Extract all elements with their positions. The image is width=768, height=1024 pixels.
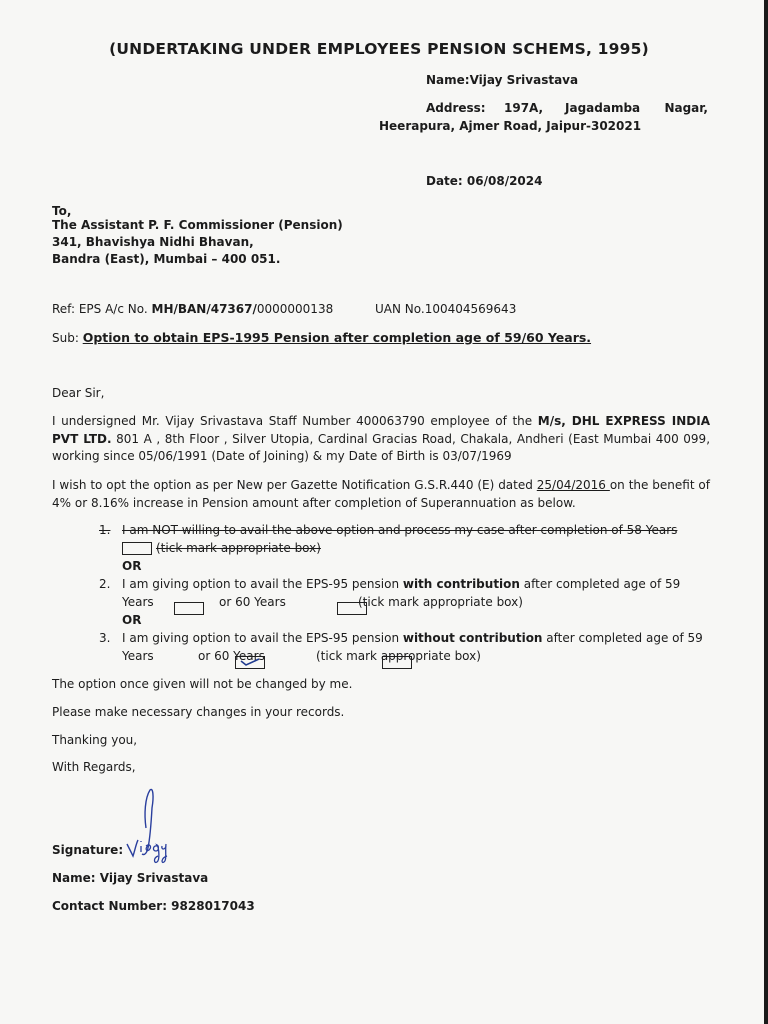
option-3-bold: without contribution	[402, 631, 543, 645]
reference-line	[52, 302, 333, 316]
recipient-line3: Bandra (East), Mumbai – 400 051.	[52, 252, 281, 266]
letter-date: Date: 06/08/2024	[426, 174, 543, 188]
recipient-to: To,	[52, 204, 72, 218]
option-2-text-a: I am giving option to avail the EPS-95 pension	[122, 577, 403, 591]
para1-text-b: 801 A , 8th Floor , Silver Utopia, Cardinal Gracias Road, Chakala, Andheri (East Mumbai 400 099, working since 05/06/1991 (Date of Joining) & my Date of Birth is 03/07/1969	[52, 431, 711, 463]
address-part-3: Nagar,	[664, 101, 708, 115]
subject-prefix: Sub:	[52, 331, 83, 345]
ref-prefix: Ref: EPS A/c No.	[52, 302, 152, 316]
sender-address-line2: Heerapura, Ajmer Road, Jaipur-302021	[379, 119, 642, 133]
option-3-text	[122, 631, 708, 645]
or-separator-2: OR	[122, 613, 142, 627]
closing-line-2: Please make necessary changes in your records.	[52, 705, 345, 719]
handwritten-signature	[124, 786, 184, 866]
gazette-date: 25/04/2016	[536, 478, 610, 492]
option-1-checkbox[interactable]	[122, 542, 152, 555]
signature-label: Signature:	[52, 843, 124, 857]
address-label: Address:	[426, 101, 486, 115]
scan-edge-border	[764, 0, 768, 1024]
recipient-line2: 341, Bhavishya Nidhi Bhavan,	[52, 235, 254, 249]
body-paragraph-2	[52, 477, 710, 512]
company-name: M/s, DHL EXPRESS INDIA PVT LTD.	[52, 414, 710, 446]
option-3-text-b: after completed age of 59	[542, 631, 703, 645]
option-1-tick-note: (tick mark appropriate box)	[156, 541, 321, 555]
option-3-years-label: Years	[122, 649, 154, 663]
option-1-text: I am NOT willing to avail the above option and process my case after completion of 58 Years	[122, 523, 678, 537]
contact-number: Contact Number: 9828017043	[52, 899, 255, 913]
option-3-text-a: I am giving option to avail the EPS-95 pension	[122, 631, 403, 645]
ref-account-bold: MH/BAN/47367/	[151, 302, 257, 316]
address-part-2: Jagadamba	[565, 101, 641, 115]
body-paragraph-1	[52, 413, 710, 466]
uan-number: UAN No.100404569643	[375, 302, 517, 316]
ref-account-rest: 0000000138	[256, 302, 334, 316]
sender-name: Name:Vijay Srivastava	[426, 73, 579, 87]
option-2-tick-note: (tick mark appropriate box)	[358, 595, 523, 609]
option-2-bold: with contribution	[402, 577, 520, 591]
option-2-or60-label: or 60 Years	[219, 595, 286, 609]
document-title: (UNDERTAKING UNDER EMPLOYEES PENSION SCHEMS, 1995)	[109, 40, 649, 58]
option-3-number: 3.	[99, 631, 111, 645]
recipient-line1: The Assistant P. F. Commissioner (Pension)	[52, 218, 343, 232]
subject-text: Option to obtain EPS-1995 Pension after completion age of 59/60 Years.	[82, 330, 592, 345]
closing-line-1: The option once given will not be changed by me.	[52, 677, 353, 691]
or-separator-1: OR	[122, 559, 142, 573]
option-2-59-checkbox[interactable]	[174, 602, 204, 615]
sender-address-line1	[426, 101, 708, 115]
option-2-text-b: after completed age of 59	[519, 577, 681, 591]
closing-line-3: Thanking you,	[52, 733, 138, 747]
option-2-years-label: Years	[122, 595, 154, 609]
option-2-text	[122, 577, 708, 591]
option-3-tick-note: (tick mark appropriate box)	[316, 649, 481, 663]
option-3-or60-label: or 60 Years	[198, 649, 265, 663]
para2-text-a: I wish to opt the option as per New per Gazette Notification G.S.R.440 (E) dated	[52, 478, 537, 492]
address-part-1: 197A,	[504, 101, 544, 115]
option-1-box-row	[118, 541, 321, 555]
salutation: Dear Sir,	[52, 386, 105, 400]
closing-line-4: With Regards,	[52, 760, 136, 774]
option-2-number: 2.	[99, 577, 111, 591]
para2-text-b: on the benefit of 4% or 8.16% increase in Pension amount after completion of Superannuation as below.	[52, 478, 710, 510]
subject-line	[52, 330, 591, 345]
signer-name: Name: Vijay Srivastava	[52, 871, 209, 885]
option-1-number: 1.	[99, 523, 111, 537]
para1-text-a: I undersigned Mr. Vijay Srivastava Staff Number 400063790 employee of the	[52, 414, 538, 428]
